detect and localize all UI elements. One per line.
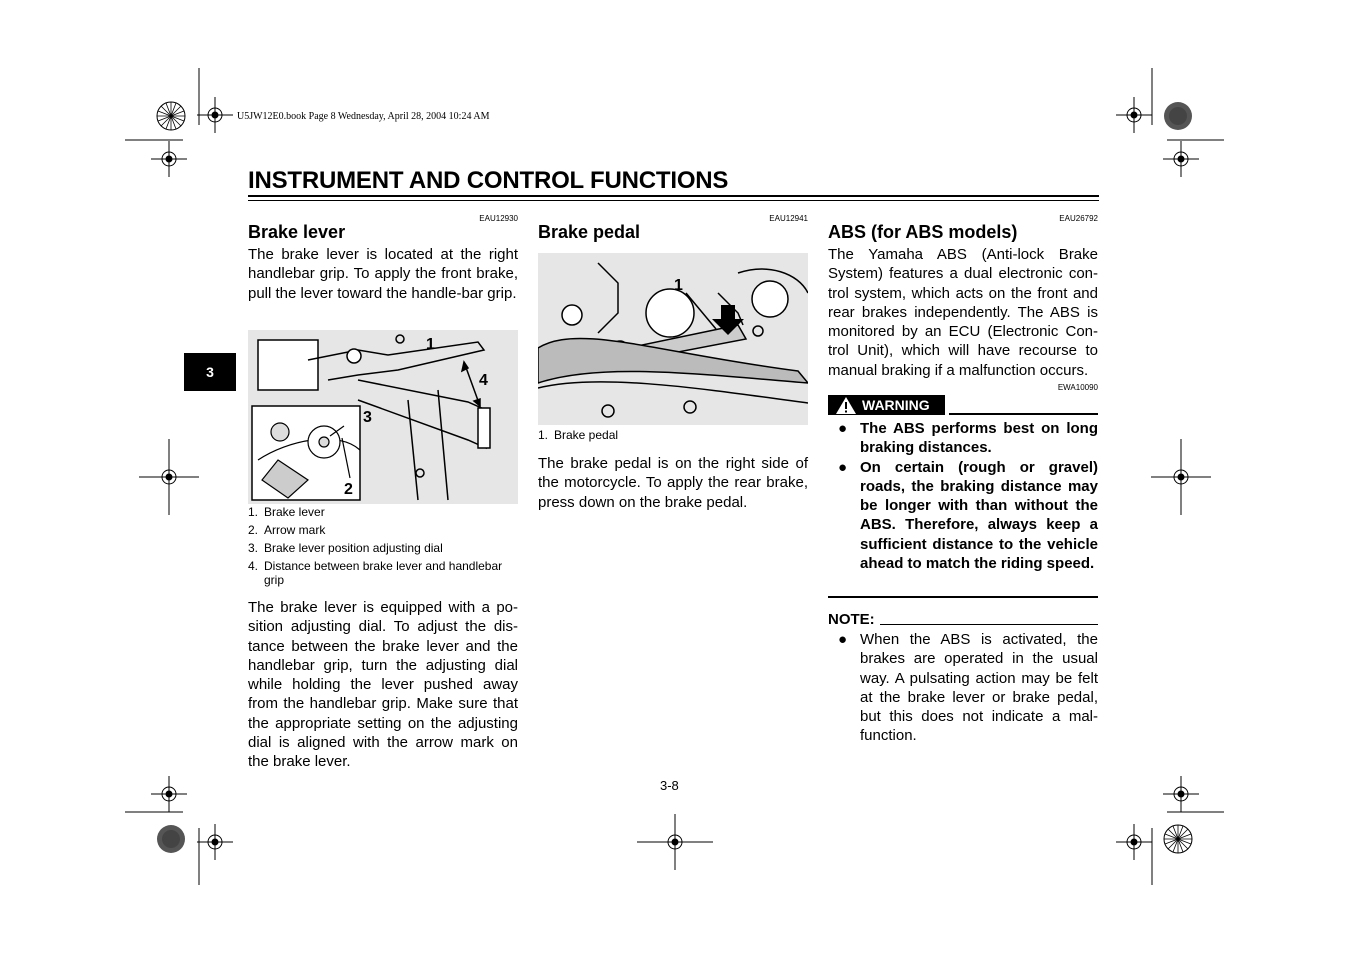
section-code: EAU12930 [479,214,518,223]
figure-label: 1 [426,336,435,353]
brake-pedal-figure [538,253,808,425]
list-item: ● On certain (rough or gravel) roads, the braking distance may be longer with than without the ABS. Therefore, always keep a sufficient distance to the vehicle ahead to match the riding speed. [828,458,1098,574]
figure-label: 3 [363,409,372,426]
bullet-icon: ● [838,458,848,476]
section-code: EAU12941 [769,214,808,223]
title-rule [248,195,1099,197]
figure-label: 1 [674,277,683,294]
chapter-tab: 3 [184,353,236,391]
warning-label: WARNING [862,397,930,413]
warning-triangle-icon [828,395,858,415]
bullet-icon: ● [838,420,848,437]
figure-label: 2 [344,481,353,498]
section-heading: ABS (for ABS models) [828,222,1018,242]
brake-pedal-illustration [538,253,808,425]
section-code: EAU26792 [1059,214,1098,223]
caption-row: 4. Distance between brake lever and handlebar grip [248,559,503,587]
title-rule-thin [248,200,1099,201]
caption-row: 1. Brake pedal [538,428,619,442]
list-item: ● The ABS performs best on long braking distances. [828,419,1098,458]
figure-label: 4 [479,372,488,389]
figure-caption [538,426,618,444]
figure-captions [248,503,520,587]
caption-row: 2. Arrow mark [248,523,326,537]
warning-list [828,419,1098,573]
section-heading: Brake lever [248,222,346,242]
section-heading: Brake pedal [538,222,641,242]
note-rule [880,624,1098,625]
brake-lever-figure [248,330,518,504]
list-item: ● When the ABS is activated, the brakes are operated in the usual way. A pulsating action may be felt at the brake lever or brake pedal, but this does not indicate a mal-function. [828,630,1098,746]
warning-badge [828,395,945,415]
warning-rule [949,413,1098,415]
bullet-icon: ● [838,631,848,648]
print-header: U5JW12E0.book Page 8 Wednesday, April 28, 2004 10:24 AM [237,111,490,122]
caption-row: 1. Brake lever [248,505,325,519]
page-title: INSTRUMENT AND CONTROL FUNCTIONS [248,167,729,194]
section-body: The brake pedal is on the right side of the motorcycle. To apply the rear brake, press down on the brake pedal. [538,455,808,511]
warning-code: EWA10090 [1057,383,1098,392]
page-number: 3-8 [660,778,679,793]
note-label: NOTE: [828,611,875,628]
caption-row: 3. Brake lever position adjusting dial [248,541,443,555]
warning-end-rule [828,596,1098,598]
section-body: The Yamaha ABS (Anti-lock Brake System) features a dual electronic con-trol system, which acts on the front and rear brakes independently. The ABS is monitored by an ECU (Electronic Con-trol Unit), which will have recourse to manual braking if a malfunction occurs. [828,246,1098,379]
section-intro: The brake lever is located at the right handlebar grip. To apply the front brake, pull the lever toward the handle-bar grip. [248,246,518,302]
brake-lever-illustration [248,330,518,504]
section-body: The brake lever is equipped with a po-sition adjusting dial. To adjust the dis-tance between the brake lever and the handlebar grip, turn the adjusting dial while holding the lever pushed away from the handlebar grip. Make sure that the appropriate setting on the adjusting dial is aligned with the arrow mark on the brake lever. [248,599,518,771]
note-list [828,630,1098,746]
